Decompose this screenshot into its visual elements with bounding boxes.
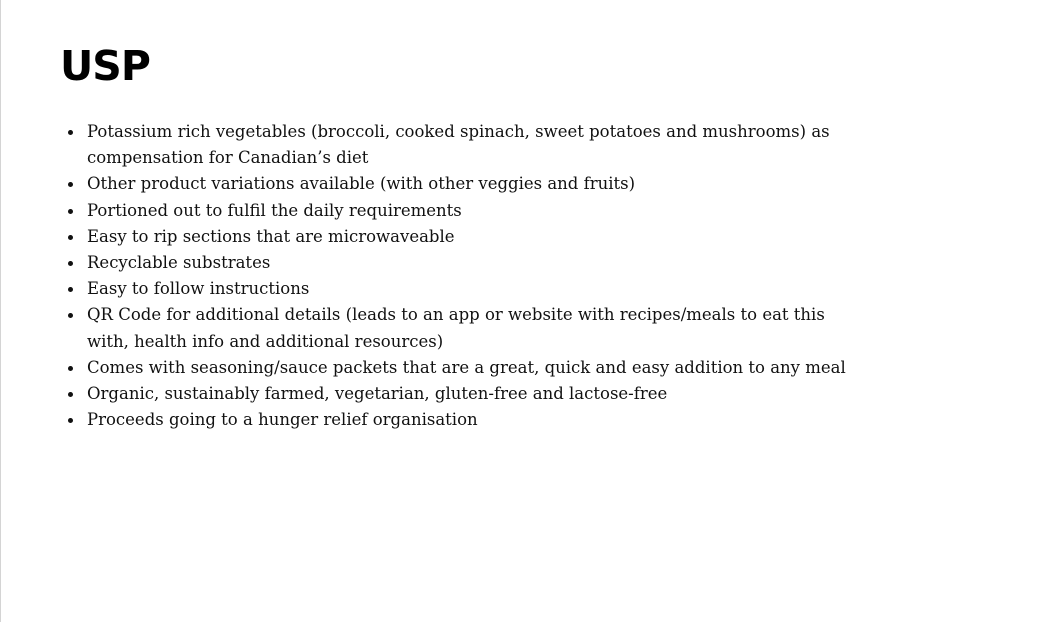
list-item-text: Potassium rich vegetables (broccoli, cooked spinach, sweet potatoes and mushrooms) as compensation for Canadian’s diet xyxy=(87,122,830,168)
list-item-text: Comes with seasoning/sauce packets that are a great, quick and easy addition to any meal xyxy=(87,357,846,377)
list-item xyxy=(65,355,865,381)
list-item xyxy=(65,250,865,276)
bullet-dot-icon xyxy=(68,313,73,318)
list-item xyxy=(65,276,865,302)
bullet-dot-icon xyxy=(68,130,73,135)
list-item-text: Organic, sustainably farmed, vegetarian, gluten-free and lactose-free xyxy=(87,384,668,404)
list-item-text: Easy to rip sections that are microwaveable xyxy=(87,226,455,246)
list-item xyxy=(65,302,865,354)
list-item xyxy=(65,407,865,433)
list-item xyxy=(65,224,865,250)
bullet-dot-icon xyxy=(68,418,73,423)
list-item-text: Proceeds going to a hunger relief organisation xyxy=(87,410,478,430)
list-item-text: Other product variations available (with other veggies and fruits) xyxy=(87,174,636,194)
bullet-dot-icon xyxy=(68,261,73,266)
list-item xyxy=(65,171,865,197)
list-item xyxy=(65,198,865,224)
list-item-text: Recyclable substrates xyxy=(87,253,271,273)
list-item xyxy=(65,119,865,171)
list-item-text: Portioned out to fulfil the daily requirements xyxy=(87,200,462,220)
list-item-text: Easy to follow instructions xyxy=(87,279,310,299)
bullet-dot-icon xyxy=(68,209,73,214)
bullet-dot-icon xyxy=(68,287,73,292)
slide-title: USP xyxy=(60,42,150,90)
bullet-dot-icon xyxy=(68,366,73,371)
bullet-list xyxy=(65,119,865,433)
list-item-text: QR Code for additional details (leads to an app or website with recipes/meals to eat this with, health info and additional resources) xyxy=(87,305,825,351)
bullet-dot-icon xyxy=(68,235,73,240)
bullet-dot-icon xyxy=(68,392,73,397)
bullet-dot-icon xyxy=(68,182,73,187)
list-item xyxy=(65,381,865,407)
